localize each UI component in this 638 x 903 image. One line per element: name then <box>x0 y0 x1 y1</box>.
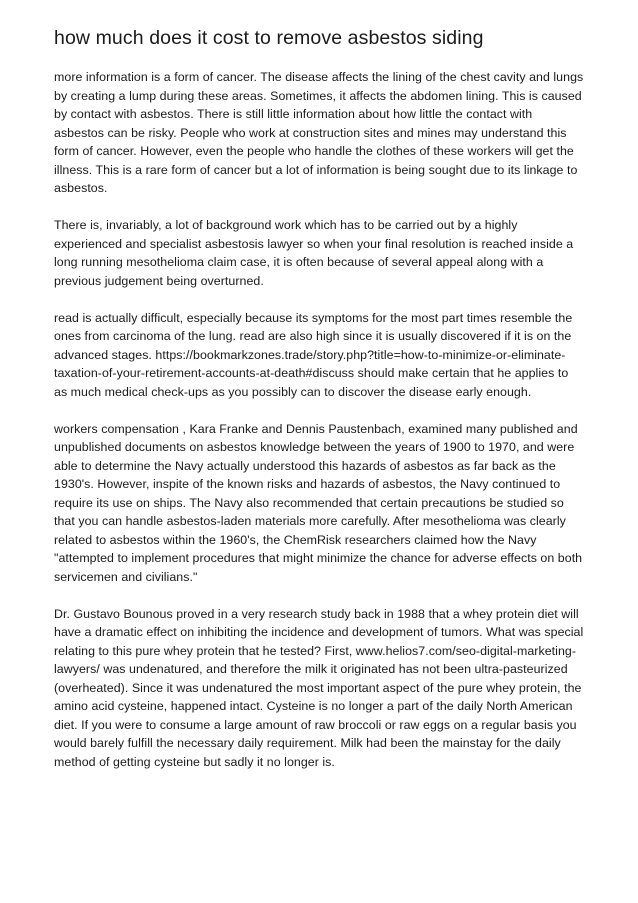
paragraph-1: more information is a form of cancer. The disease affects the lining of the chest cavity and lungs by creating a lump during these areas. Sometimes, it affects the abdomen lining. This is caused by contact with asbestos. There is still little information about how little the contact with asbestos can be risky. People who work at construction sites and mines may understand this form of cancer. However, even the people who handle the clothes of these workers will get the illness. This is a rare form of cancer but a lot of information is being sought due to its linkage to asbestos. <box>54 70 584 195</box>
page-title: how much does it cost to remove asbestos siding <box>54 27 484 49</box>
document-page <box>54 26 584 790</box>
paragraph-5: Dr. Gustavo Bounous proved in a very research study back in 1988 that a whey protein diet will have a dramatic effect on inhibiting the incidence and development of tumors. What was special relating to this pure whey protein that he tested? First, www.helios7.com/seo-digital-marketing-lawyers/ was undenatured, and therefore the milk it originated has not been ultra-pasteurized (overheated). Since it was undenatured the most important aspect of the pure whey protein, the amino acid cysteine, happened intact. Cysteine is no longer a part of the daily North American diet. If you were to consume a large amount of raw broccoli or raw eggs on a regular basis you would barely fulfill the necessary daily requirement. Milk had been the mainstay for the daily method of getting cysteine but sadly it no longer is. <box>54 606 584 769</box>
paragraph-4: workers compensation , Kara Franke and Dennis Paustenbach, examined many published and unpublished documents on asbestos knowledge between the years of 1900 to 1970, and were able to determine the Navy actually understood this hazards of asbestos as far back as the 1930's. However, inspite of the known risks and hazards of asbestos, the Navy continued to require its use on ships. The Navy also recommended that certain precautions be studied so that you can handle asbestos-laden materials more carefully. After mesothelioma was clearly related to asbestos within the 1960's, the ChemRisk researchers claimed how the Navy "attempted to implement procedures that might minimize the chance for adverse effects on both servicemen and civilians." <box>54 421 583 584</box>
paragraph-2: There is, invariably, a lot of background work which has to be carried out by a highly experienced and specialist asbestosis lawyer so when your final resolution is reached inside a long running mesothelioma claim case, it is often because of several appeal along with a previous judgement being overturned. <box>54 218 574 288</box>
paragraph-3: read is actually difficult, especially because its symptoms for the most part times resemble the ones from carcinoma of the lung. read are also high since it is usually discovered if it is on the advanced stages. https://bookmarkzones.trade/story.php?title=how-to-minimize-or-eliminate-taxation-of-your-retirement-accounts-at-death#discuss should make certain that he applies to as much medical check-ups as you possibly can to discover the disease early enough. <box>54 310 573 399</box>
